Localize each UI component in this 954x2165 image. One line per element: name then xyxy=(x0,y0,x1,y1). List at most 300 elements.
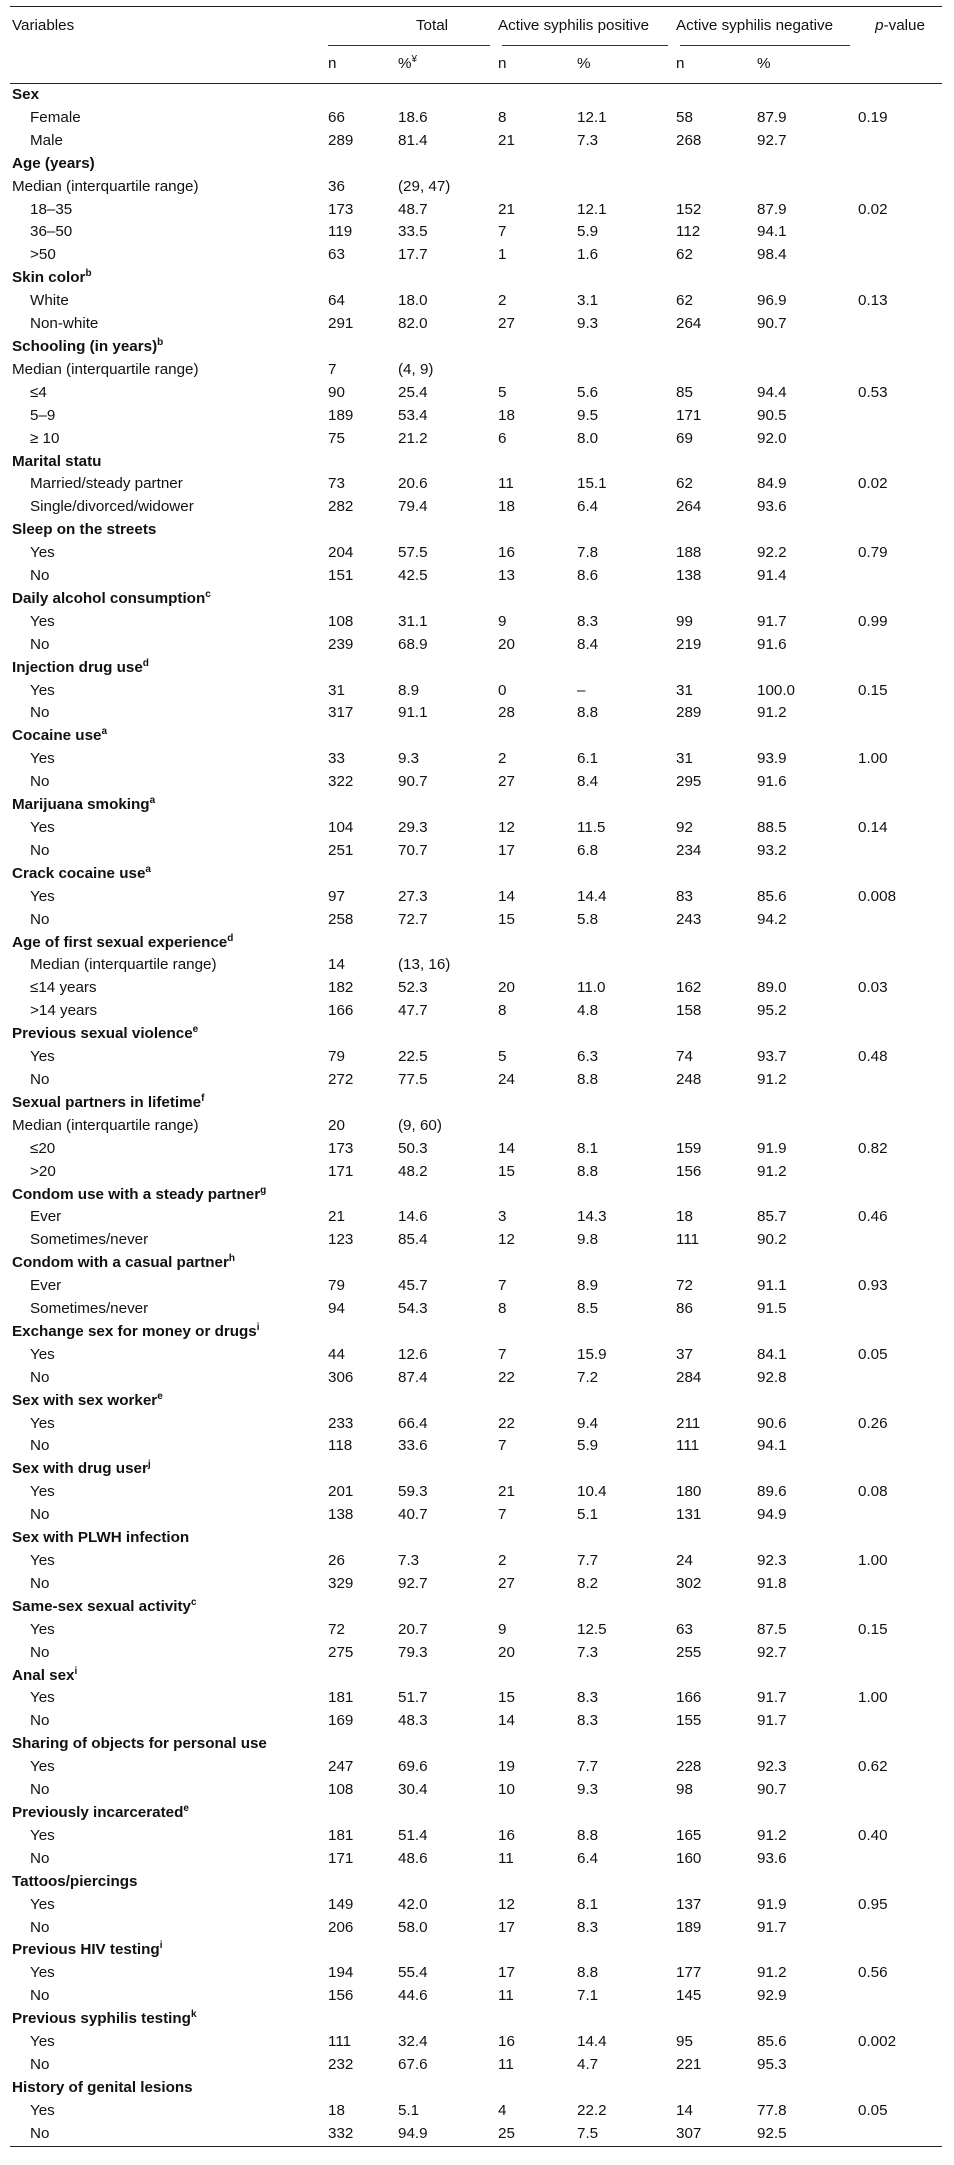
row-label: Yes xyxy=(30,1758,55,1776)
row-label: No xyxy=(30,1849,50,1867)
cell-total-pct: 25.4 xyxy=(398,383,428,401)
syphilis-variables-table xyxy=(10,6,942,2147)
col-pvalue-header: p-value xyxy=(856,7,942,46)
category-label: Sex with drug user$^j$ xyxy=(12,1459,151,1478)
table-row xyxy=(10,1619,942,1642)
category-row xyxy=(10,1458,942,1481)
cell-positive-pct: 14.4 xyxy=(577,2033,607,2051)
cell-positive-pct: 5.9 xyxy=(577,223,599,241)
row-label: >20 xyxy=(30,1162,56,1180)
cell-positive-n: 11 xyxy=(498,1987,514,2005)
category-row xyxy=(10,451,942,474)
cell-positive-n: 21 xyxy=(498,1483,515,1501)
cell-p-value xyxy=(856,634,942,657)
cell-p-value xyxy=(856,954,942,977)
table-row xyxy=(10,313,942,336)
row-label: Sometimes/never xyxy=(30,1231,149,1249)
cell-total-n: 317 xyxy=(328,704,354,722)
cell-negative-pct: 92.3 xyxy=(757,1552,787,1569)
row-label: Yes xyxy=(30,612,55,630)
row-label: 36–50 xyxy=(30,223,73,241)
cell-positive-n: 22 xyxy=(498,1414,515,1432)
table-row xyxy=(10,1848,942,1871)
cell-positive-pct: 9.3 xyxy=(577,1781,599,1799)
category-row xyxy=(10,1390,942,1413)
cell-total-pct: (13, 16) xyxy=(398,956,451,974)
cell-positive-n: 7 xyxy=(498,1345,507,1363)
cell-negative-n: 85 xyxy=(676,383,693,401)
table-row xyxy=(10,199,942,222)
row-label: 18–35 xyxy=(30,200,73,218)
cell-negative-n: 180 xyxy=(676,1483,702,1501)
cell-total-pct: 29.3 xyxy=(398,819,428,836)
cell-total-pct: 42.0 xyxy=(398,1895,428,1913)
cell-negative-n: 62 xyxy=(676,246,693,264)
table-body xyxy=(10,84,942,2147)
row-label: Non-white xyxy=(30,315,99,333)
cell-total-pct: 33.6 xyxy=(398,1437,428,1455)
cell-total-n: 79 xyxy=(328,1277,345,1295)
cell-negative-n: 221 xyxy=(676,2055,702,2073)
row-label: Yes xyxy=(30,2033,55,2051)
cell-negative-pct: 91.6 xyxy=(757,773,787,791)
cell-total-n: 201 xyxy=(328,1483,354,1501)
cell-positive-n: 7 xyxy=(498,1506,507,1524)
cell-positive-pct: 14.4 xyxy=(577,887,607,905)
category-row xyxy=(10,84,942,107)
cell-positive-n: 8 xyxy=(498,108,507,126)
cell-positive-n: 19 xyxy=(498,1758,515,1776)
cell-total-n: 169 xyxy=(328,1712,354,1730)
cell-negative-pct: 94.9 xyxy=(757,1506,787,1524)
cell-p-value xyxy=(856,702,942,725)
cell-negative-n: 14 xyxy=(676,2101,693,2119)
table-row xyxy=(10,1115,942,1138)
table-row xyxy=(10,1229,942,1252)
cell-negative-pct: 87.5 xyxy=(757,1620,787,1638)
col-pct-negative: % xyxy=(755,45,856,84)
cell-total-pct: 52.3 xyxy=(398,979,428,997)
table-row xyxy=(10,107,942,130)
cell-p-value xyxy=(856,1298,942,1321)
cell-total-pct: 17.7 xyxy=(398,246,428,264)
cell-positive-pct: 6.4 xyxy=(577,1849,599,1867)
cell-total-pct: 51.7 xyxy=(398,1689,428,1707)
cell-negative-pct: 92.9 xyxy=(757,1987,787,2005)
row-label: No xyxy=(30,910,50,928)
cell-total-n: 194 xyxy=(328,1964,354,1982)
cell-negative-n: 160 xyxy=(676,1849,702,1867)
cell-negative-pct: 91.2 xyxy=(757,704,787,722)
row-label: No xyxy=(30,1918,50,1936)
cell-negative-n: 111 xyxy=(676,1437,700,1455)
category-row xyxy=(10,1871,942,1894)
cell-total-pct: (9, 60) xyxy=(398,1116,442,1134)
footnote-marker: f xyxy=(201,1092,205,1104)
cell-p-value: 0.53 xyxy=(858,383,888,401)
table-row xyxy=(10,2100,942,2123)
cell-positive-n: 16 xyxy=(498,2033,515,2051)
cell-p-value: 0.13 xyxy=(858,292,888,310)
footnote-marker: j xyxy=(147,1459,151,1471)
table-row xyxy=(10,977,942,1000)
cell-negative-n: 98 xyxy=(676,1781,693,1799)
table-row xyxy=(10,611,942,634)
category-label: Skin color$^b$ xyxy=(12,268,92,287)
cell-total-n: 33 xyxy=(328,750,345,768)
row-label: Ever xyxy=(30,1208,62,1226)
cell-total-pct: 69.6 xyxy=(398,1758,428,1776)
cell-positive-n: 18 xyxy=(498,498,515,516)
cell-total-n: 239 xyxy=(328,635,354,653)
cell-positive-n: 21 xyxy=(498,200,515,218)
cell-negative-pct: 91.7 xyxy=(757,1918,787,1936)
cell-positive-n: 8 xyxy=(498,1002,507,1020)
cell-p-value xyxy=(856,1504,942,1527)
footnote-marker: i xyxy=(256,1321,260,1333)
cell-negative-pct: 95.3 xyxy=(757,2055,787,2073)
category-row xyxy=(10,588,942,611)
table-row xyxy=(10,1138,942,1161)
cell-total-pct: 22.5 xyxy=(398,1048,428,1066)
category-label: Injection drug use$^d$ xyxy=(12,657,149,676)
cell-negative-n: 83 xyxy=(676,887,693,905)
cell-negative-n: 74 xyxy=(676,1048,693,1066)
cell-positive-pct: 7.1 xyxy=(577,1987,599,2005)
cell-negative-pct: 90.7 xyxy=(757,315,787,333)
cell-negative-pct: 93.2 xyxy=(757,841,787,859)
category-row xyxy=(10,336,942,359)
cell-positive-pct: 8.8 xyxy=(577,1162,599,1180)
cell-negative-pct: 91.2 xyxy=(757,1070,787,1088)
row-label: Ever xyxy=(30,1277,62,1295)
cell-positive-pct: 5.8 xyxy=(577,910,599,928)
row-label: No xyxy=(30,1987,50,2005)
cell-total-pct: 66.4 xyxy=(398,1414,428,1432)
cell-total-pct: 8.9 xyxy=(398,681,420,699)
cell-positive-n: 15 xyxy=(498,1689,515,1707)
row-label: Yes xyxy=(30,1689,55,1707)
category-label: Schooling (in years)$^b$ xyxy=(12,336,164,355)
table-row xyxy=(10,1825,942,1848)
cell-positive-pct: 9.3 xyxy=(577,315,599,333)
cell-p-value xyxy=(856,1985,942,2008)
cell-total-n: 173 xyxy=(328,1139,354,1157)
cell-p-value: 0.48 xyxy=(858,1048,888,1066)
row-label: No xyxy=(30,841,50,859)
cell-p-value: 0.002 xyxy=(858,2033,897,2051)
table-row xyxy=(10,817,942,840)
cell-total-pct: 87.4 xyxy=(398,1368,428,1386)
cell-negative-n: 63 xyxy=(676,1620,693,1638)
row-label: No xyxy=(30,2055,50,2073)
cell-p-value xyxy=(856,1642,942,1665)
cell-total-n: 233 xyxy=(328,1414,354,1432)
row-label: No xyxy=(30,1368,50,1386)
cell-positive-n: 17 xyxy=(498,1918,515,1936)
cell-negative-n: 137 xyxy=(676,1895,702,1913)
cell-total-n: 14 xyxy=(328,956,345,974)
cell-negative-pct: 90.7 xyxy=(757,1781,787,1799)
cell-positive-n: 5 xyxy=(498,383,507,401)
cell-total-pct: 42.5 xyxy=(398,567,428,585)
row-label: Yes xyxy=(30,1048,55,1066)
col-n-total: n xyxy=(326,45,396,84)
footnote-marker: a xyxy=(101,726,108,738)
row-label: Yes xyxy=(30,1620,55,1638)
cell-negative-pct: 91.6 xyxy=(757,635,787,653)
row-label: No xyxy=(30,567,50,585)
cell-negative-n: 284 xyxy=(676,1368,702,1386)
cell-total-n: 275 xyxy=(328,1643,354,1661)
category-row xyxy=(10,1527,942,1550)
cell-total-n: 171 xyxy=(328,1162,354,1180)
cell-p-value xyxy=(856,2054,942,2077)
cell-negative-pct: 92.7 xyxy=(757,1643,787,1661)
cell-positive-pct: 7.8 xyxy=(577,544,599,562)
cell-negative-n: 131 xyxy=(676,1506,702,1524)
cell-negative-pct: 84.9 xyxy=(757,475,787,493)
cell-p-value xyxy=(856,496,942,519)
cell-positive-n: 14 xyxy=(498,1139,515,1157)
table-row xyxy=(10,909,942,932)
row-label: No xyxy=(30,1712,50,1730)
cell-positive-n: 12 xyxy=(498,1895,515,1913)
cell-positive-pct: 7.3 xyxy=(577,1643,599,1661)
cell-total-n: 97 xyxy=(328,887,345,905)
cell-p-value xyxy=(856,221,942,244)
cell-positive-pct: 8.3 xyxy=(577,1918,599,1936)
cell-positive-n: 25 xyxy=(496,2123,575,2146)
category-label: Condom use with a steady partner$^g$ xyxy=(12,1184,267,1203)
cell-negative-n: 189 xyxy=(676,1918,702,1936)
cell-positive-pct: 1.6 xyxy=(577,246,599,264)
cell-p-value: 0.26 xyxy=(858,1414,888,1432)
category-label: Age of first sexual experience$^d$ xyxy=(12,932,234,951)
category-row xyxy=(10,1184,942,1207)
cell-positive-pct xyxy=(575,176,674,199)
table-row xyxy=(10,2031,942,2054)
cell-negative-n: 268 xyxy=(676,131,702,149)
cell-negative-n: 72 xyxy=(676,1277,693,1295)
cell-positive-n: 4 xyxy=(498,2101,507,2119)
row-label: 5–9 xyxy=(30,406,56,424)
row-label: Yes xyxy=(30,1483,55,1501)
cell-total-pct: 31.1 xyxy=(398,612,428,630)
cell-total-n: 108 xyxy=(328,1781,354,1799)
table-row xyxy=(10,2054,942,2077)
cell-positive-n: 13 xyxy=(498,567,515,585)
table-row xyxy=(10,382,942,405)
category-label: Sex with sex worker$^e$ xyxy=(12,1390,163,1409)
category-row xyxy=(10,725,942,748)
table-row xyxy=(10,428,942,451)
row-label: Male xyxy=(30,131,63,149)
cell-negative-n: 177 xyxy=(676,1964,702,1982)
row-label: Median (interquartile range) xyxy=(12,177,199,195)
cell-total-n: 79 xyxy=(328,1048,345,1066)
cell-negative-n: 69 xyxy=(676,429,693,447)
cell-total-n: 119 xyxy=(328,223,353,241)
cell-positive-pct: 14.3 xyxy=(577,1208,607,1226)
cell-negative-n: 228 xyxy=(676,1758,702,1776)
footnote-marker: e xyxy=(183,1802,189,1814)
cell-total-n: 75 xyxy=(328,429,345,447)
cell-negative-pct: 91.2 xyxy=(757,1826,787,1844)
cell-p-value xyxy=(856,1000,942,1023)
cell-positive-pct: 4.7 xyxy=(577,2055,599,2073)
category-row xyxy=(10,932,942,955)
cell-positive-n: 15 xyxy=(498,1162,515,1180)
cell-p-value xyxy=(856,1779,942,1802)
table-row xyxy=(10,954,942,977)
cell-total-pct: 79.4 xyxy=(398,498,428,516)
cell-p-value: 0.05 xyxy=(858,2101,888,2119)
cell-p-value: 0.62 xyxy=(858,1758,888,1776)
cell-negative-n xyxy=(674,359,755,382)
table-row xyxy=(10,1481,942,1504)
row-label: ≤20 xyxy=(30,1139,56,1157)
cell-total-pct: 9.3 xyxy=(398,750,420,768)
footnote-marker: b xyxy=(85,268,92,280)
cell-negative-n: 138 xyxy=(676,567,702,585)
row-label: No xyxy=(30,1643,50,1661)
category-row xyxy=(10,863,942,886)
cell-total-pct: 20.7 xyxy=(398,1620,428,1638)
cell-negative-n: 264 xyxy=(676,498,702,516)
col-pct-positive: % xyxy=(575,45,674,84)
row-label: Median (interquartile range) xyxy=(30,956,217,974)
cell-total-pct: 48.6 xyxy=(398,1849,428,1867)
cell-positive-n: 10 xyxy=(498,1781,515,1799)
cell-positive-n: 7 xyxy=(498,1437,507,1455)
cell-total-n: 21 xyxy=(328,1208,345,1226)
cell-positive-n xyxy=(496,954,575,977)
cell-p-value: 0.93 xyxy=(858,1277,888,1295)
category-label: History of genital lesions xyxy=(12,2078,193,2096)
cell-total-n: 182 xyxy=(328,979,354,997)
cell-positive-pct: 8.6 xyxy=(577,567,599,585)
cell-p-value xyxy=(856,1367,942,1390)
header-row-groups xyxy=(10,7,942,46)
cell-total-pct: 82.0 xyxy=(398,315,428,333)
footnote-marker: c xyxy=(205,588,211,600)
cell-negative-n: 165 xyxy=(676,1826,702,1844)
cell-total-pct: 33.5 xyxy=(398,223,428,241)
cell-positive-n: 24 xyxy=(498,1070,515,1088)
cell-positive-n: 27 xyxy=(498,773,515,791)
cell-positive-pct: 3.1 xyxy=(577,292,599,310)
cell-negative-pct: 94.1 xyxy=(757,223,787,241)
cell-positive-pct: 12.5 xyxy=(577,1620,607,1638)
cell-p-value xyxy=(856,1710,942,1733)
cell-total-n: 108 xyxy=(328,612,354,630)
category-row xyxy=(10,1665,942,1688)
cell-total-n: 282 xyxy=(328,498,354,516)
footnote-marker: e xyxy=(157,1390,163,1402)
cell-p-value: 0.19 xyxy=(858,108,888,126)
table-row xyxy=(10,1206,942,1229)
cell-negative-pct: 93.6 xyxy=(757,1849,787,1867)
cell-negative-pct: 94.2 xyxy=(757,910,787,928)
cell-p-value xyxy=(856,359,942,382)
cell-positive-n: 17 xyxy=(498,841,515,859)
cell-negative-n: 289 xyxy=(676,704,702,722)
cell-negative-n: 264 xyxy=(676,315,702,333)
cell-negative-pct: 95.2 xyxy=(757,1002,787,1020)
table-row xyxy=(10,244,942,267)
cell-positive-n: 16 xyxy=(498,1826,515,1844)
cell-positive-n: 12 xyxy=(498,819,515,836)
table-row xyxy=(10,634,942,657)
cell-positive-n: 17 xyxy=(498,1964,515,1982)
cell-positive-pct: 8.3 xyxy=(577,1689,599,1707)
cell-positive-n: 20 xyxy=(498,1643,515,1661)
cell-negative-pct: 100.0 xyxy=(757,681,796,699)
cell-negative-pct: 89.0 xyxy=(757,979,787,997)
cell-negative-pct: 92.0 xyxy=(757,429,787,447)
cell-total-pct: 30.4 xyxy=(398,1781,428,1799)
cell-positive-n: 9 xyxy=(498,1620,507,1638)
cell-negative-pct: 84.1 xyxy=(757,1345,787,1363)
footnote-marker: e xyxy=(192,1024,199,1036)
cell-total-pct: 48.3 xyxy=(398,1712,428,1730)
row-label: No xyxy=(30,1781,50,1799)
cell-positive-n: 3 xyxy=(498,1208,507,1226)
cell-negative-pct: 89.6 xyxy=(757,1483,787,1501)
cell-positive-pct: 9.4 xyxy=(577,1414,599,1432)
row-label: No xyxy=(30,1437,50,1455)
row-label: ≥ 10 xyxy=(30,429,60,447)
cell-total-n: 149 xyxy=(328,1895,354,1913)
row-label: No xyxy=(30,1506,50,1524)
cell-positive-n: 27 xyxy=(498,1574,515,1592)
cell-positive-n: 27 xyxy=(498,315,515,333)
cell-total-pct: 32.4 xyxy=(398,2033,428,2051)
cell-p-value: 0.15 xyxy=(858,1620,888,1638)
cell-total-n: 7 xyxy=(328,360,337,378)
cell-total-n: 20 xyxy=(328,1116,345,1134)
row-label: Yes xyxy=(30,1826,55,1844)
table-row xyxy=(10,680,942,703)
table-row xyxy=(10,1275,942,1298)
table-row xyxy=(10,1435,942,1458)
cell-positive-pct: 6.1 xyxy=(577,750,599,768)
cell-positive-pct: 6.8 xyxy=(577,841,599,859)
cell-total-pct: 18.6 xyxy=(398,108,428,126)
cell-total-pct: 48.2 xyxy=(398,1162,428,1180)
cell-p-value xyxy=(856,1848,942,1871)
cell-p-value xyxy=(856,1229,942,1252)
cell-negative-n: 24 xyxy=(676,1552,693,1569)
row-label: White xyxy=(30,292,69,310)
table-row xyxy=(10,1161,942,1184)
cell-negative-pct: 92.5 xyxy=(755,2123,856,2146)
category-label: Previously incarcerated$^e$ xyxy=(12,1802,189,1821)
cell-negative-pct: 91.2 xyxy=(757,1964,787,1982)
row-label: Yes xyxy=(30,1895,55,1913)
cell-negative-pct: 92.8 xyxy=(757,1368,787,1386)
category-row xyxy=(10,1939,942,1962)
cell-total-pct: 45.7 xyxy=(398,1277,428,1295)
cell-total-pct: 59.3 xyxy=(398,1483,428,1501)
cell-p-value xyxy=(856,176,942,199)
cell-negative-n: 295 xyxy=(676,773,702,791)
category-label: Previous sexual violence$^e$ xyxy=(12,1024,199,1043)
cell-total-n: 272 xyxy=(328,1070,354,1088)
cell-positive-pct: 9.8 xyxy=(577,1231,599,1249)
cell-positive-pct: – xyxy=(577,681,586,699)
